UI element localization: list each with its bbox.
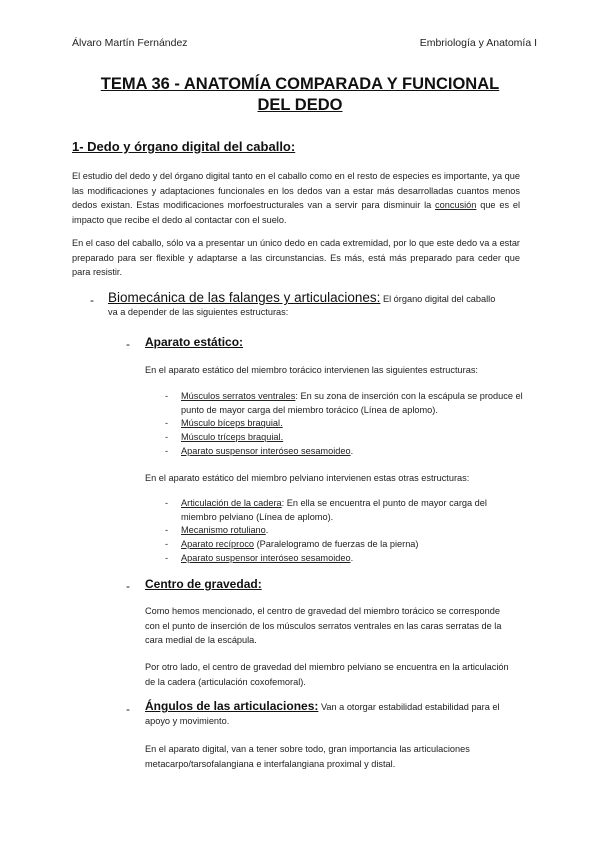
bullet-dash: - [126, 702, 130, 716]
list-text: (Paralelogramo de fuerzas de la pierna) [254, 539, 419, 550]
bullet-dash: - [165, 539, 169, 550]
list-term: Aparato suspensor interóseo sesamoideo [181, 445, 351, 456]
page-title [60, 74, 540, 116]
subheading-aparato-estatico: Aparato estático: [145, 335, 244, 349]
angulos-block [145, 698, 530, 715]
subheading-centro-gravedad: Centro de gravedad: [145, 577, 262, 591]
biomecanica-text-2: va a depender de las siguientes estructuras: [108, 307, 289, 317]
bullet-dash: - [165, 525, 169, 536]
title-line-1: TEMA 36 - ANATOMÍA COMPARADA Y FUNCIONAL [100, 75, 500, 93]
paragraph-caballo: En el caso del caballo, sólo va a presentar un único dedo en cada extremidad, por lo que este dedo va a estar preparado para ser flexible y adaptarse a las circunstancias. Es más, está más preparado para ceder que para resistir. [72, 238, 520, 278]
bullet-dash: - [165, 552, 169, 563]
bullet-dash: - [165, 418, 169, 429]
bullet-dash: - [165, 432, 169, 443]
list-item [165, 431, 525, 445]
list-toracico [165, 390, 525, 459]
list-term: Músculo bíceps braquial. [181, 418, 283, 429]
list-item [165, 390, 525, 417]
paragraph-centro-toracico: Como hemos mencionado, el centro de gravedad del miembro torácico se corresponde con el punto de inserción de los músculos serratos ventrales en las caras serratas de la cara medial de la escápula. [145, 606, 502, 646]
bullet-dash: - [165, 498, 169, 508]
section-heading-dedo-caballo: 1- Dedo y órgano digital del caballo: [72, 139, 296, 154]
list-text: . [350, 445, 354, 456]
list-text: . [350, 552, 354, 563]
header-author: Álvaro Martín Fernández [72, 37, 188, 49]
bullet-dash: - [165, 391, 169, 401]
term-concusion: concusión [435, 200, 477, 211]
paragraph-intro-end: que es el impacto que recibe el dedo al contactar con el suelo. [72, 200, 520, 226]
list-text: . [265, 525, 269, 536]
subheading-angulos: Ángulos de las articulaciones: [145, 699, 319, 713]
paragraph-intro-start: El estudio del dedo y del órgano digital tanto en el caballo como en el resto de especies es importante, ya que las modificaciones y adaptaciones funcionales en los dedos van a estar más desarrolladas cuantos menos dedos existan. Estas modificaciones morfoestructurales van a servir para disminuir la [72, 171, 520, 211]
paragraph-centro-pelviano: Por otro lado, el centro de gravedad del miembro pelviano se encuentra en la articulación de la cadera (articulación coxofemoral). [145, 662, 509, 687]
angulos-text-1: Van a otorgar estabilidad estabilidad para el [318, 702, 500, 712]
list-term: Aparato suspensor interóseo sesamoideo [181, 552, 351, 563]
list-term: Músculos serratos ventrales [181, 391, 296, 401]
bullet-dash: - [126, 579, 130, 593]
biomecanica-block [108, 290, 528, 307]
list-item [165, 497, 525, 524]
list-term: Mecanismo rotuliano [181, 525, 266, 536]
list-term: Articulación de la cadera [181, 498, 282, 508]
list-text: : En su zona de inserción con la escápula se produce el punto de mayor carga del miembro torácico (Línea de aplomo). [181, 391, 523, 415]
list-term: Aparato recíproco [181, 539, 255, 550]
header-course: Embriología y Anatomía I [419, 37, 537, 49]
bullet-dash: - [126, 337, 130, 351]
list-item [165, 538, 525, 552]
list-item [165, 445, 525, 459]
intro-pelviano: En el aparato estático del miembro pelviano intervienen estas otras estructuras: [145, 473, 470, 483]
title-line-2: DEL DEDO [257, 96, 343, 114]
paragraph-aparato-digital: En el aparato digital, van a tener sobre todo, gran importancia las articulaciones metacarpo/tarsofalangiana e interfalangiana proximal y distal. [145, 744, 470, 769]
paragraph-intro [72, 169, 520, 228]
list-text: : En ella se encuentra el punto de mayor carga del miembro pelviano (Línea de aplomo). [181, 498, 487, 522]
intro-toracico: En el aparato estático del miembro torácico intervienen las siguientes estructuras: [145, 365, 478, 375]
biomecanica-text-1: El órgano digital del caballo [380, 294, 496, 304]
list-pelviano [165, 497, 525, 566]
subheading-biomecanica: Biomecánica de las falanges y articulaciones: [108, 290, 381, 305]
list-item [165, 417, 525, 431]
list-item [165, 524, 525, 538]
list-term: Músculo tríceps braquial. [181, 432, 284, 443]
angulos-text-2: apoyo y movimiento. [145, 716, 230, 726]
list-item [165, 552, 525, 566]
bullet-dash: - [90, 293, 94, 307]
bullet-dash: - [165, 445, 169, 456]
